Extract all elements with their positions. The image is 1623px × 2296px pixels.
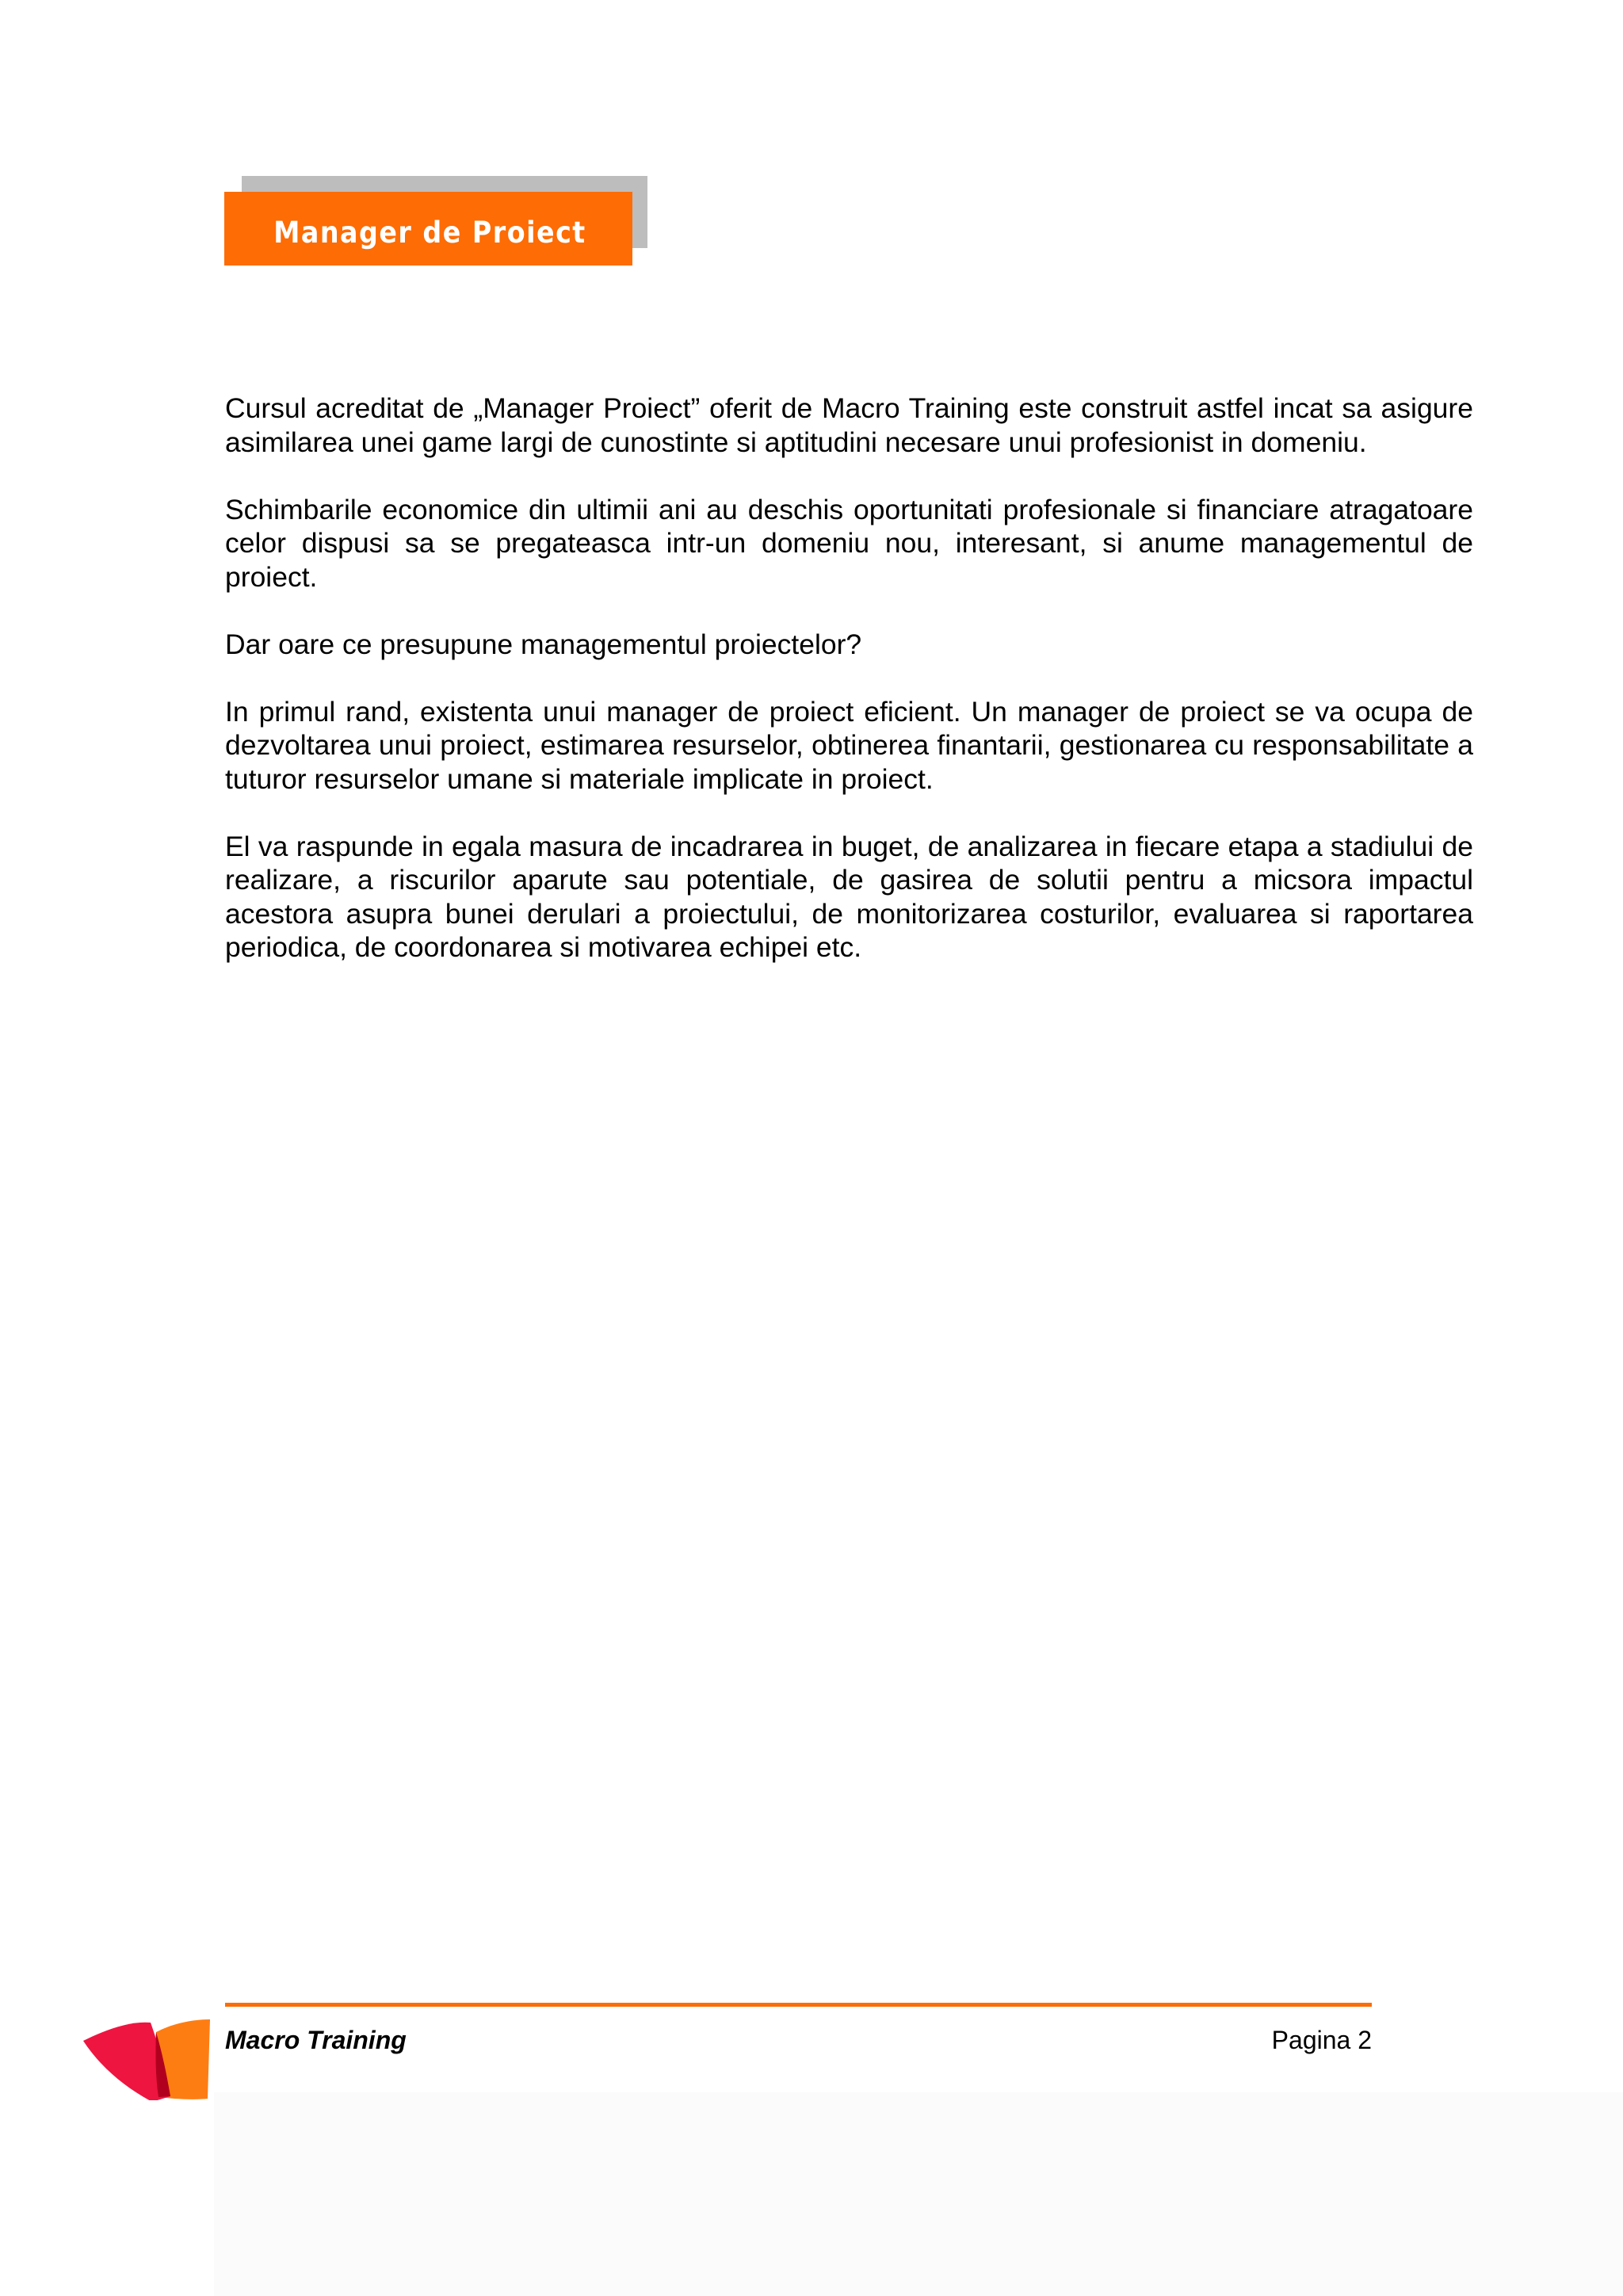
footer-page-number: Pagina 2: [1271, 2026, 1372, 2054]
body-text: [225, 392, 1473, 998]
paragraph: In primul rand, existenta unui manager de proiect eficient. Un manager de proiect se va ocupa de dezvoltarea unui proiect, estimarea resurselor, obtinerea finantarii, gestionarea cu responsabilitate a tuturor resurselor umane si materiale implicate in proiect.: [225, 695, 1473, 795]
paragraph: Cursul acreditat de „Manager Proiect” oferit de Macro Training este construit astfel incat sa asigure asimilarea unei game largi de cunostinte si aptitudini necesare unui profesionist in domeniu.: [225, 392, 1473, 458]
paragraph: Schimbarile economice din ultimii ani au deschis oportunitati profesionale si financiare atragatoare celor dispusi sa se pregateasca intr-un domeniu nou, interesant, si anume managementul de proiect.: [225, 493, 1473, 593]
title-box: [224, 192, 632, 266]
footer-company: Macro Training: [225, 2026, 407, 2054]
page-bottom-tint: [214, 2092, 1623, 2296]
paragraph: El va raspunde in egala masura de incadrarea in buget, de analizarea in fiecare etapa a stadiului de realizare, a riscurilor aparute sau potentiale, de gasirea de solutii pentru a micsora impactul acestora asupra bunei derulari a proiectului, de monitorizarea costurilor, evaluarea si raportarea periodica, de coordonarea si motivarea echipei etc.: [225, 830, 1473, 963]
paragraph: Dar oare ce presupune managementul proiectelor?: [225, 628, 862, 660]
page-title: Manager de Proiect: [273, 216, 586, 250]
footer-divider: [225, 2003, 1372, 2007]
macro-training-logo: [79, 2005, 214, 2100]
